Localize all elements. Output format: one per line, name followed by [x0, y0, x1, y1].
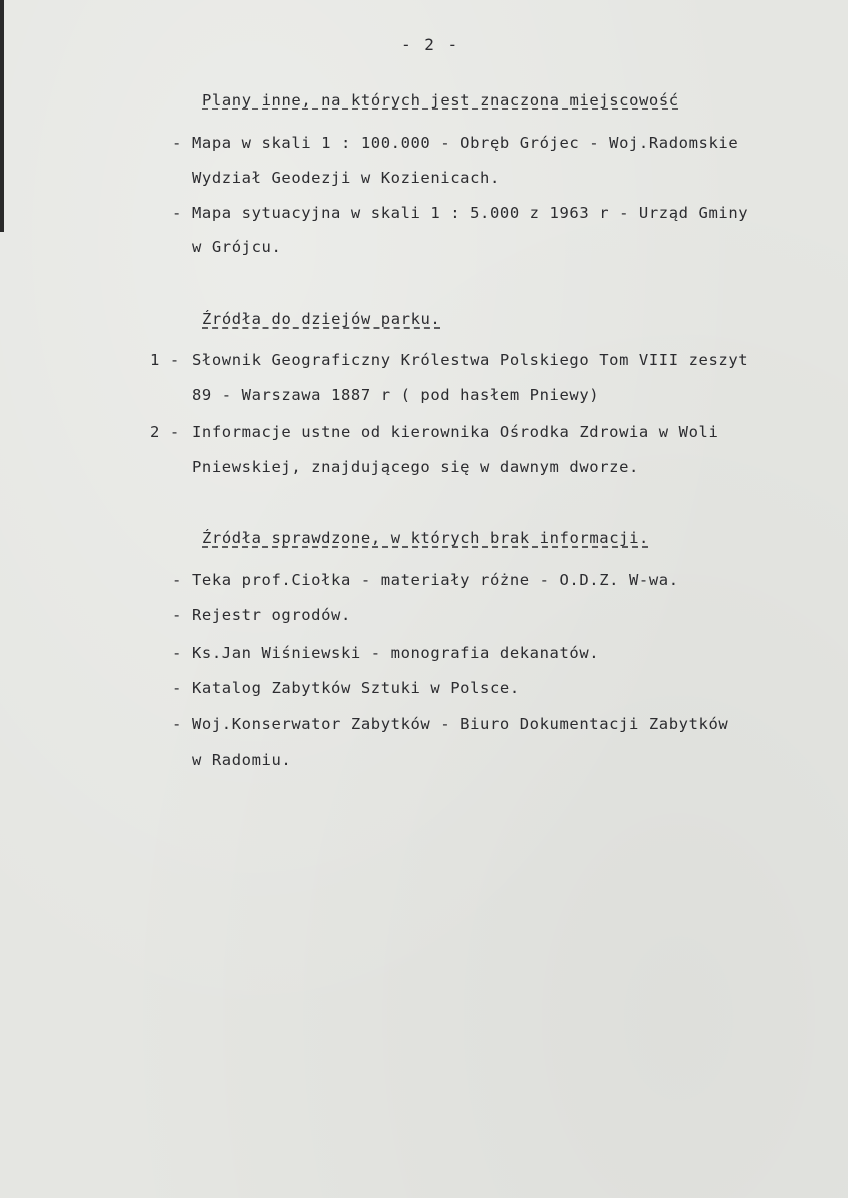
entry-line: w Grójcu.: [192, 238, 282, 256]
entry-marker: -: [172, 644, 182, 662]
entry-line: Słownik Geograficzny Królestwa Polskiego Tom VIII zeszyt: [192, 351, 749, 369]
entry-line: w Radomiu.: [192, 751, 292, 769]
entry-marker: 2 -: [150, 423, 180, 441]
entry-line: Rejestr ogrodów.: [192, 606, 351, 624]
page-number: - 2 -: [401, 35, 460, 54]
entry-marker: -: [172, 606, 182, 624]
entry-line: Informacje ustne od kierownika Ośrodka Zdrowia w Woli: [192, 423, 719, 441]
scan-edge-mark: [0, 0, 4, 232]
entry-marker: -: [172, 679, 182, 697]
entry-marker: -: [172, 134, 182, 152]
entry-line: Ks.Jan Wiśniewski - monografia dekanatów.: [192, 644, 600, 662]
entry-line: Woj.Konserwator Zabytków - Biuro Dokumentacji Zabytków: [192, 715, 729, 733]
entry-line: Pniewskiej, znajdującego się w dawnym dworze.: [192, 458, 639, 476]
section-heading-other-plans: Plany inne, na których jest znaczona miejscowość: [202, 91, 679, 109]
entry-line: Teka prof.Ciołka - materiały różne - O.D.Z. W-wa.: [192, 571, 679, 589]
entry-line: Katalog Zabytków Sztuki w Polsce.: [192, 679, 520, 697]
entry-marker: 1 -: [150, 351, 180, 369]
section-heading-checked-sources: Źródła sprawdzone, w których brak informacji.: [202, 529, 649, 547]
entry-line: Mapa w skali 1 : 100.000 - Obręb Grójec - Woj.Radomskie: [192, 134, 739, 152]
entry-marker: -: [172, 571, 182, 589]
entry-line: Wydział Geodezji w Kozienicach.: [192, 169, 500, 187]
entry-line: 89 - Warszawa 1887 r ( pod hasłem Pniewy): [192, 386, 600, 404]
section-heading-park-history-sources: Źródła do dziejów parku.: [202, 310, 441, 328]
entry-marker: -: [172, 204, 182, 222]
entry-marker: -: [172, 715, 182, 733]
entry-line: Mapa sytuacyjna w skali 1 : 5.000 z 1963 r - Urząd Gminy: [192, 204, 749, 222]
